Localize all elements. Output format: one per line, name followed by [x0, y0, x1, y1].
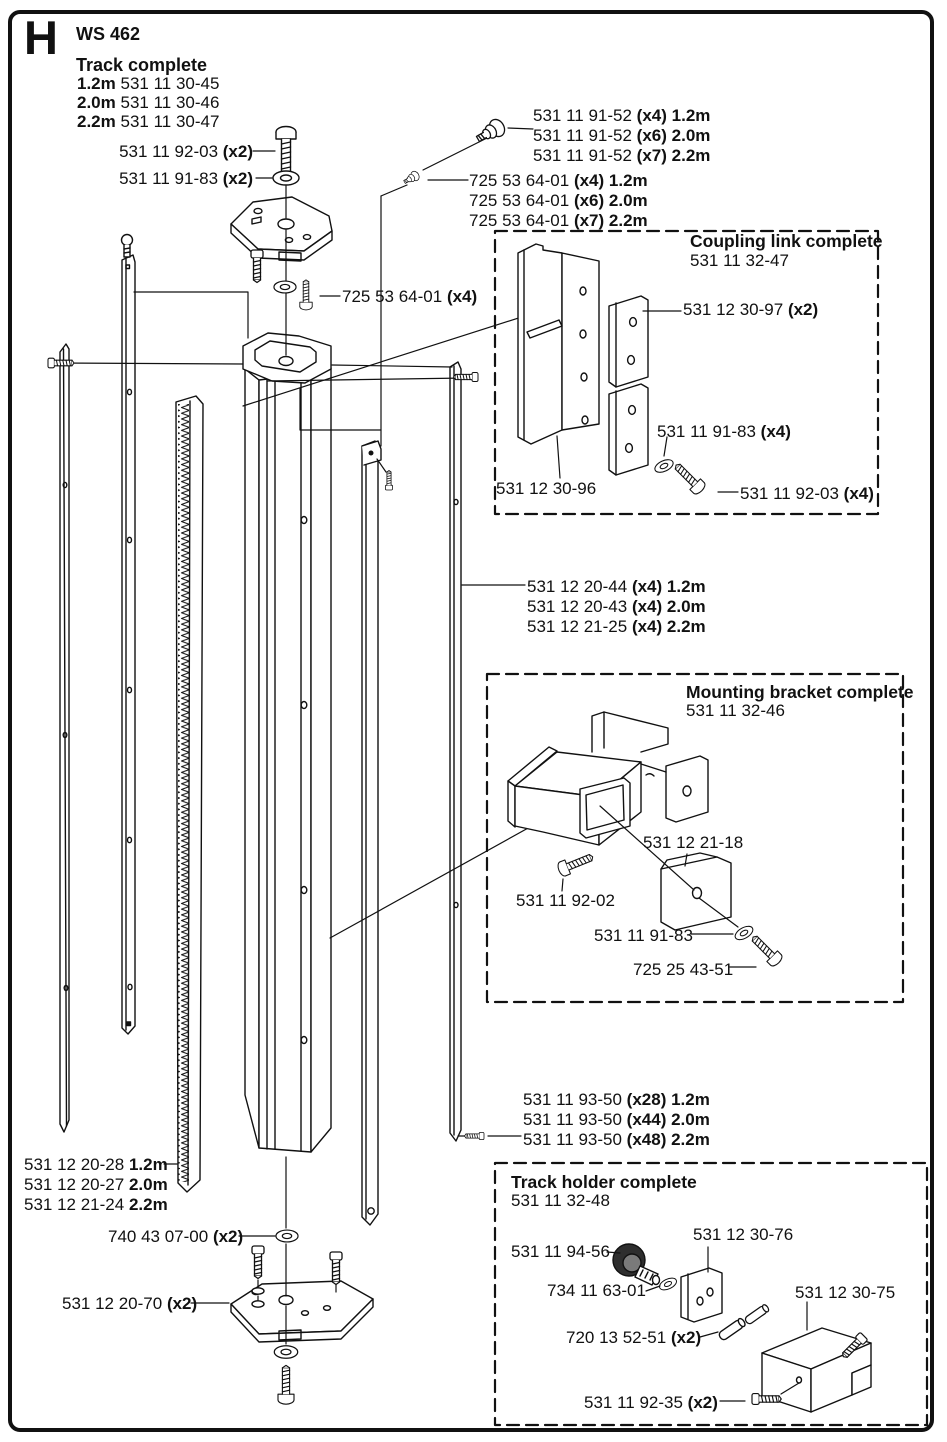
- label-top-washer: 531 11 91-83 (x2): [119, 169, 253, 188]
- label-mounting-plate: 531 12 21-18: [643, 833, 744, 852]
- top-washer: [273, 171, 299, 185]
- title-row: 2.2m 531 11 30-47: [77, 112, 220, 131]
- label-holder-plate: 531 12 30-76: [693, 1225, 794, 1244]
- label-mounting-washer: 531 11 91-83: [594, 926, 693, 945]
- strip-far-left: [60, 344, 69, 1132]
- label-plate-bottom: 531 12 20-70 (x2): [62, 1294, 198, 1313]
- mounting-bolt-right: [748, 932, 784, 968]
- label-nipple-2: 725 53 64-01 (x6) 2.0m: [469, 191, 648, 210]
- assembly-title: Track complete: [76, 55, 208, 75]
- under-plate-washer: [274, 1346, 297, 1359]
- label-rack-2: 531 12 20-27 2.0m: [24, 1175, 168, 1194]
- section-letter: H: [24, 11, 57, 64]
- model-title: WS 462: [76, 24, 141, 44]
- bottom-screw-right: [330, 1252, 342, 1285]
- top-bolt: [276, 127, 296, 176]
- label-coupling-channel: 531 12 30-96: [496, 479, 597, 498]
- coupling-box-title: Coupling link complete: [690, 231, 883, 251]
- label-plug-3: 531 11 91-52 (x7) 2.2m: [533, 146, 711, 165]
- top-plate: [231, 197, 332, 261]
- holder-box-title: Track holder complete: [511, 1172, 697, 1192]
- label-mounting-bolt-left: 531 11 92-02: [516, 891, 615, 910]
- mounting-box-title: Mounting bracket complete: [686, 682, 914, 702]
- label-screw-1: 531 11 93-50 (x28) 1.2m: [523, 1090, 710, 1109]
- label-nipple-1: 725 53 64-01 (x4) 1.2m: [469, 171, 648, 190]
- coupling-rail-plate-1: [609, 296, 648, 387]
- bottom-screw-left: [252, 1246, 264, 1279]
- holder-washer: [658, 1276, 679, 1293]
- holder-knob: [613, 1244, 660, 1285]
- mounting-box-part: 531 11 32-46: [686, 701, 785, 720]
- rack-bar: [176, 396, 203, 1192]
- holder-plate: [681, 1268, 722, 1322]
- coupling-rail-plate-2: [609, 384, 648, 475]
- strip-right: [362, 441, 381, 1225]
- mounting-plate: [661, 853, 731, 930]
- holder-box-part: 531 11 32-48: [511, 1191, 610, 1210]
- label-holder-screw: 531 11 92-35 (x2): [584, 1393, 718, 1412]
- label-strip-2: 531 12 20-43 (x4) 2.0m: [527, 597, 706, 616]
- coupling-washer: [653, 457, 675, 475]
- label-screw-3: 531 11 93-50 (x48) 2.2m: [523, 1130, 710, 1149]
- label-strip-1: 531 12 20-44 (x4) 1.2m: [527, 577, 706, 596]
- title-row: 2.0m 531 11 30-46: [77, 93, 220, 112]
- mounting-bolt-left: [556, 850, 595, 878]
- label-holder-washer: 734 11 63-01: [547, 1281, 646, 1300]
- plate-screw: [251, 250, 263, 283]
- label-screw-2: 531 11 93-50 (x44) 2.0m: [523, 1110, 710, 1129]
- coupling-box-part: 531 11 32-47: [690, 251, 789, 270]
- coupling-channel: [518, 244, 599, 444]
- strip-left-pin: [122, 235, 133, 258]
- strip-far-right: [450, 362, 461, 1141]
- label-nipple-single: 725 53 64-01 (x4): [342, 287, 478, 306]
- label-rack-3: 531 12 21-24 2.2m: [24, 1195, 168, 1214]
- label-nipple-3: 725 53 64-01 (x7) 2.2m: [469, 211, 648, 230]
- label-strip-3: 531 12 21-25 (x4) 2.2m: [527, 617, 706, 636]
- holder-pin-1: [718, 1317, 747, 1341]
- track-column: [243, 333, 331, 1152]
- label-holder-pin: 720 13 52-51 (x2): [566, 1328, 702, 1347]
- strip-left: [122, 255, 135, 1034]
- bottom-washer: [276, 1230, 298, 1242]
- plug-fitting-small: [402, 170, 421, 187]
- label-top-bolt: 531 11 92-03 (x2): [119, 142, 253, 161]
- holder-pin-2: [744, 1304, 770, 1325]
- label-holder-knob: 531 11 94-56: [511, 1242, 610, 1261]
- track-screw-93-50: [465, 1132, 485, 1139]
- label-washer-bottom: 740 43 07-00 (x2): [108, 1227, 244, 1246]
- label-coupling-plate: 531 12 30-97 (x2): [683, 300, 819, 319]
- mid-washer: [274, 281, 296, 293]
- grease-nipple-bolt: [300, 280, 312, 310]
- title-row: 1.2m 531 11 30-45: [77, 74, 220, 93]
- label-coupling-washer: 531 11 91-83 (x4): [657, 422, 791, 441]
- under-plate-bolt: [278, 1365, 294, 1404]
- coupling-bolt: [671, 460, 707, 496]
- label-plug-2: 531 11 91-52 (x6) 2.0m: [533, 126, 711, 145]
- label-rack-1: 531 12 20-28 1.2m: [24, 1155, 168, 1174]
- label-holder-block: 531 12 30-75: [795, 1283, 896, 1302]
- label-plug-1: 531 11 91-52 (x4) 1.2m: [533, 106, 711, 125]
- mounting-bracket-body: [508, 712, 708, 845]
- label-mounting-bolt-right: 725 25 43-51: [633, 960, 734, 979]
- strip-right-screw: [385, 471, 392, 491]
- label-coupling-bolt: 531 11 92-03 (x4): [740, 484, 874, 503]
